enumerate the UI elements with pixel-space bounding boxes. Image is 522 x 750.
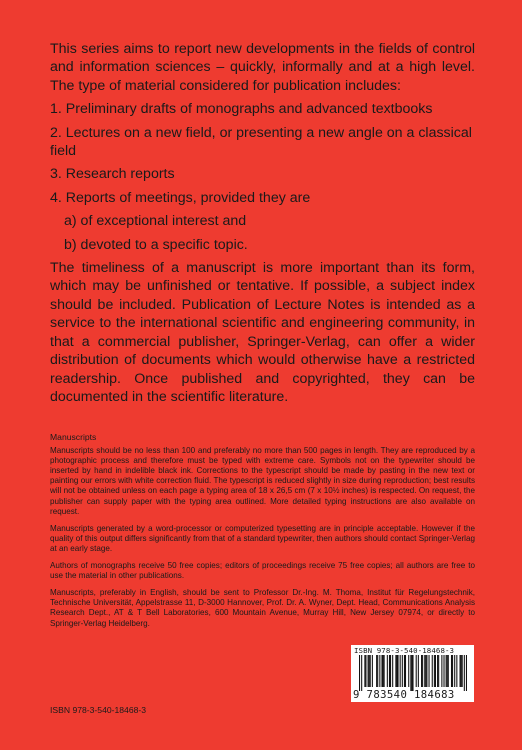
barcode-bar: [392, 655, 393, 687]
barcode-bar: [405, 655, 406, 687]
barcode-bar: [464, 655, 465, 691]
barcode-bar: [361, 655, 362, 691]
barcode-bar: [379, 655, 380, 687]
barcode-bar: [410, 655, 411, 691]
barcode-bar: [447, 655, 448, 687]
barcode-bar: [377, 655, 378, 687]
list-item: 4. Reports of meetings, provided they are: [50, 189, 311, 206]
barcode-bar: [461, 655, 462, 687]
barcode-bar: [365, 655, 366, 687]
barcode-bar: [425, 655, 426, 687]
barcode-bar: [446, 655, 447, 687]
barcode-bar: [434, 655, 435, 687]
manuscripts-heading: Manuscripts: [50, 432, 97, 442]
barcode-bar: [422, 655, 423, 687]
barcode-bar: [435, 655, 436, 687]
barcode-bar: [451, 655, 452, 687]
barcode-bar: [364, 655, 365, 687]
barcode-bar: [452, 655, 453, 687]
barcode-bar: [441, 655, 442, 687]
barcode-bar: [432, 655, 433, 687]
barcode-bar: [418, 655, 419, 687]
barcode-bar: [404, 655, 405, 687]
barcode-bar: [456, 655, 457, 687]
barcode-bar: [359, 655, 360, 691]
barcode-bar: [383, 655, 384, 687]
barcode-bar: [466, 655, 467, 691]
list-item: 3. Research reports: [50, 166, 175, 183]
sub-list-item: b) devoted to a specific topic.: [64, 236, 248, 253]
barcode-bar: [376, 655, 377, 687]
barcode-bar: [412, 655, 413, 691]
barcode-bar: [398, 655, 399, 687]
barcode-isbn-label: ISBN 978-3-540-18468-3: [354, 646, 455, 655]
barcode-bar: [421, 655, 422, 687]
barcode-bar: [426, 655, 427, 687]
barcode-bar: [368, 655, 369, 687]
barcode-bar: [416, 655, 417, 687]
barcode: [351, 645, 474, 702]
barcode-bar: [389, 655, 390, 687]
barcode-bar: [460, 655, 461, 687]
series-intro: This series aims to report new developments in the fields of control and information sciences – quickly, informally and at a high level. The type of material considered for publication includes:: [50, 41, 475, 94]
barcode-bars: [359, 655, 467, 691]
barcode-bar: [400, 655, 401, 687]
barcode-bar: [390, 655, 391, 687]
list-item: 2. Lectures on a new field, or presenting a new angle on a classical field: [50, 124, 472, 160]
barcode-bar: [454, 655, 455, 687]
barcode-bar: [448, 655, 449, 687]
barcode-bar: [443, 655, 444, 687]
series-description: [50, 40, 475, 406]
manuscripts-paragraph: Manuscripts should be no less than 100 and preferably no more than 500 pages in length. They are reproduced by a photographic process and therefore must be typed with extreme care. Symbols not on the typewriter should be inserted by hand in indelible black ink. Corrections to the typescript should be made by pasting in the new text or painting our errors with white correction fluid. The typescript is reduced slightly in size during reproduction; best results will not be obtained unless on each page a typing area of 18 x 26,5 cm (7 x 10½ inches) is respected. On request, the publisher can supply paper with the typing area outlined. More detailed typing instructions are also available on request.: [50, 446, 475, 516]
barcode-bar: [387, 655, 388, 687]
barcode-bar: [437, 655, 438, 687]
barcode-bar: [402, 655, 403, 687]
sub-list-item: a) of exceptional interest and: [64, 213, 247, 230]
barcode-bar: [395, 655, 396, 687]
material-list: [50, 100, 475, 207]
barcode-bar: [370, 655, 371, 687]
manuscripts-paragraph: Authors of monographs receive 50 free copies; editors of proceedings receive 75 free copies; all authors are free to use the material in other publications.: [50, 561, 475, 581]
barcode-bar: [369, 655, 370, 687]
barcode-bar: [411, 655, 412, 691]
barcode-bar: [396, 655, 397, 687]
barcode-bar: [384, 655, 385, 687]
barcode-bar: [438, 655, 439, 687]
barcode-bar: [429, 655, 430, 687]
barcode-bar: [408, 655, 409, 687]
barcode-digits: 9 783540 184683: [353, 689, 455, 701]
barcode-bar: [462, 655, 463, 687]
list-item: 1. Preliminary drafts of monographs and advanced textbooks: [50, 101, 433, 118]
manuscripts-section: [50, 432, 475, 636]
manuscripts-paragraph: Manuscripts, preferably in English, should be sent to Professor Dr.-Ing. M. Thoma, Institut für Regelungstechnik, Technische Universität, Appelstrasse 11, D-3000 Hannover, Prof. Dr. A. Wyner, Dept. Head, Communications Analysis Research Dept., AT & T Bell Laboratories, 600 Mountain Avenue, Murray Hill, New Jersey 07974, or directly to Springer-Verlag Heidelberg.: [50, 588, 475, 628]
series-closing-paragraph: The timeliness of a manuscript is more important than its form, which may be unfinished or tentative. If possible, a subject index should be included. Publication of Lecture Notes is intended as a service to the international scientific and engineering community, in that a commercial publisher, Springer-Verlag, can offer a wider distribution of documents which would otherwise have a restricted readership. Once published and copyrighted, they can be documented in the scientific literature.: [50, 260, 475, 405]
barcode-bar: [381, 655, 382, 687]
manuscripts-paragraph: Manuscripts generated by a word-processor or computerized typesetting are in principle acceptable. However if the quality of this output differs significantly from that of a standard typewriter, then authors should contact Springer-Verlag at an early stage.: [50, 523, 475, 553]
footer-isbn: ISBN 978-3-540-18468-3: [50, 705, 147, 715]
barcode-bar: [372, 655, 373, 687]
barcode-bar: [424, 655, 425, 687]
